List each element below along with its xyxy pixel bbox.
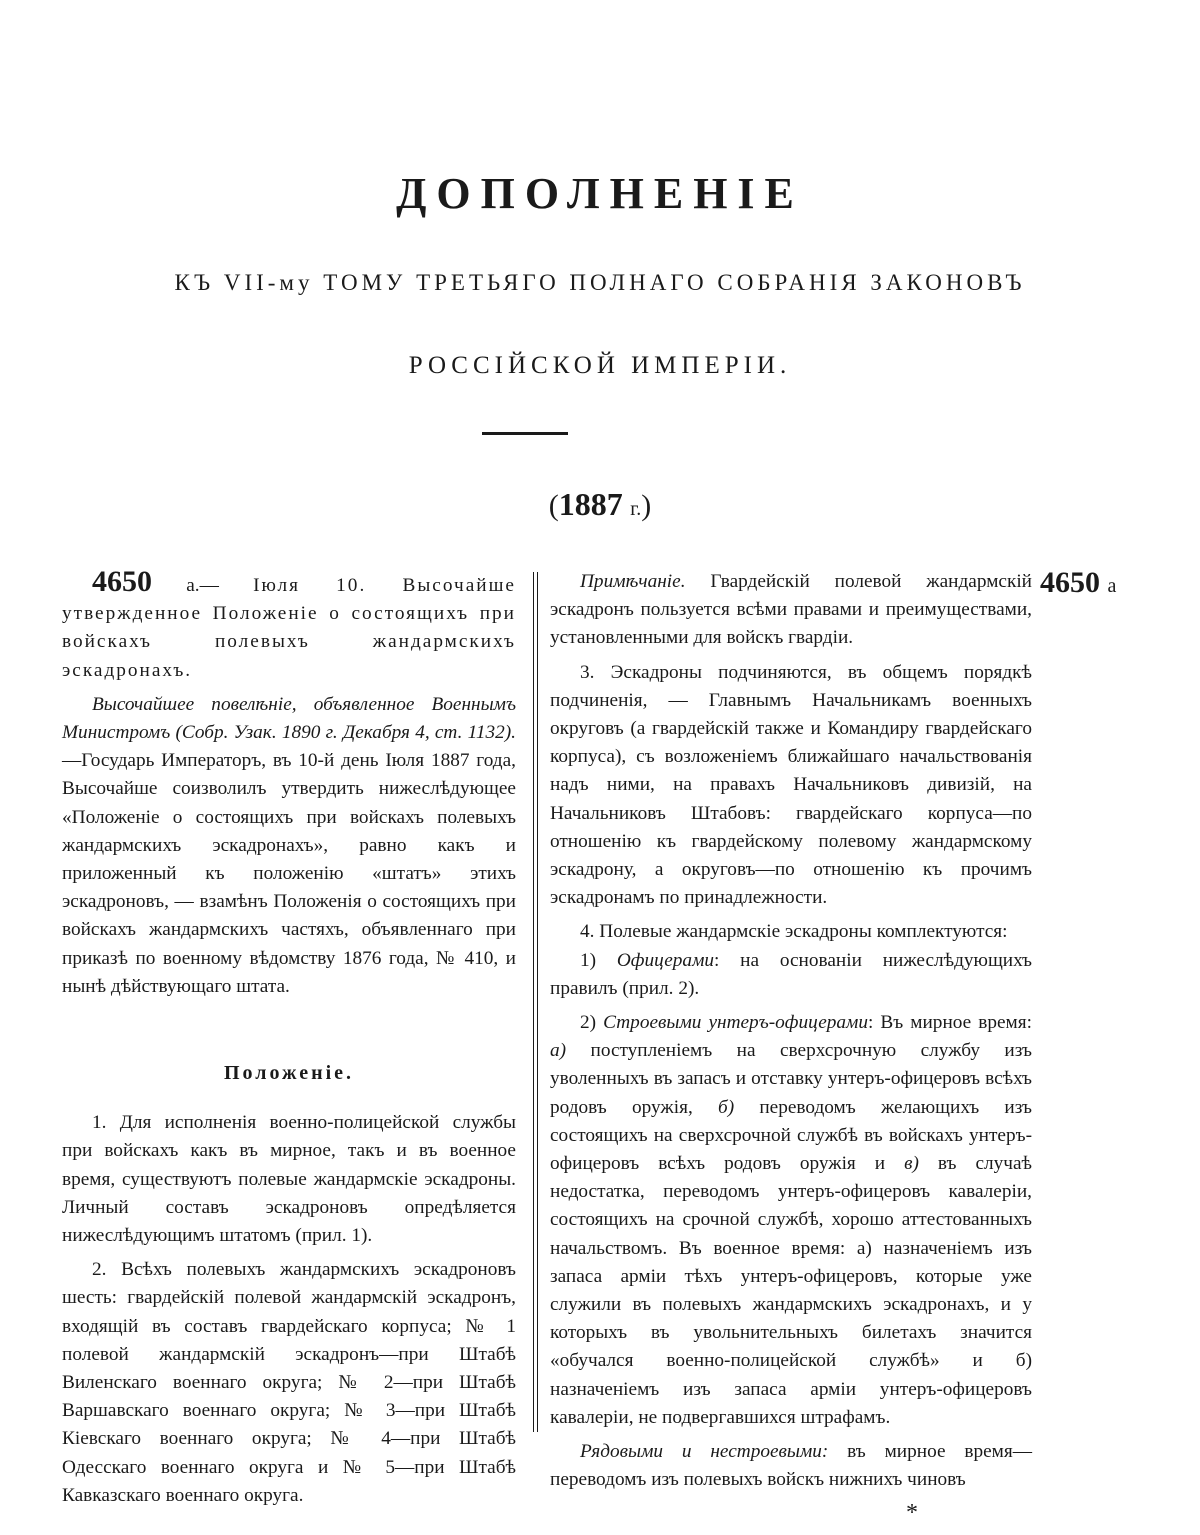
item-1-label: Офицерами [616, 949, 715, 971]
item-2-marker-b: б) [718, 1096, 735, 1118]
paragraph-4-2 [550, 1009, 1032, 1432]
act-intro-italic: Высочайшее повелѣніе, объявленное Военнымъ Министромъ (Собр. Узак. 1890 г. Декабря 4, ст. 1132). [62, 693, 516, 744]
paragraph-1: 1. Для исполненія военно-полицейской службы при войскахъ какъ въ мирное, такъ и въ военное время, существуютъ полевые жандармскіе эскадроны. Личный составъ эскадроновъ опредѣляется нижеслѣдующимъ штатомъ (прил. 1). [62, 1112, 516, 1247]
item-2-marker-c: в) [904, 1153, 919, 1175]
act-header [62, 565, 516, 685]
section-heading: Положеніе. [223, 1062, 355, 1085]
item-3-label: Рядовыми и нестроевыми: [580, 1441, 829, 1463]
column-divider [533, 572, 538, 1432]
note-text: Гвардейскій полевой жандармскій эскадронъ пользуется всѣми правами и преимуществами, установленными для войскъ гвардіи. [550, 571, 1033, 649]
paragraph-2: 2. Всѣхъ полевыхъ жандармскихъ эскадроновъ шесть: гвардейскій полевой жандармскій эскадронъ, входящій въ составъ гвардейскаго корпуса; № 1 полевой жандармскій эскадронъ—при Штабѣ Виленскаго военнаго округа; № 2—при Штабѣ Варшавскаго военнаго округа; № 3—при Штабѣ Кіевскаго военнаго округа; № 4—при Штабѣ Одесскаго военнаго округа и № 5—при Штабѣ Кавказскаго военнаго округа. [62, 1259, 516, 1506]
margin-act-number [1040, 566, 1116, 600]
item-2-text-a: : Въ мирное время: [868, 1012, 1032, 1034]
item-2-label: Строевыми унтеръ-офицерами [603, 1012, 868, 1034]
act-title: Іюля 10. Высочайше утвержденное Положеніе о состоящихъ при войскахъ полевыхъ жандармскихъ эскадронахъ. [62, 575, 516, 681]
act-number: 4650 [92, 565, 152, 598]
page-title: ДОПОЛНЕНІЕ [396, 169, 804, 218]
right-column [550, 568, 1032, 1495]
item-1-text: : на основаніи нижеслѣдующихъ правилъ (прил. 2). [550, 949, 1032, 999]
item-3-text: въ мирное время—переводомъ изъ полевыхъ войскъ нижнихъ чиновъ [550, 1441, 1032, 1491]
act-intro-text: —Государь Императоръ, въ 10-й день Іюля 1887 года, Высочайше соизволилъ утвердить нижеслѣдующее «Положеніе о состоящихъ при войскахъ полевыхъ жандармскихъ эскадронахъ», равно какъ и приложенный къ положенію «штатъ» этихъ эскадроновъ, — взамѣнъ Положенія о состоящихъ при войскахъ жандармскихъ частяхъ, объявленнаго при приказѣ по военному вѣдомству 1876 года, № 410, и нынѣ дѣйствующаго штата. [62, 750, 516, 997]
year-suffix: г. [630, 498, 642, 520]
paragraph-4-1 [550, 947, 1032, 1003]
paragraph-4: 4. Полевые жандармскіе эскадроны комплектуются: [580, 921, 1008, 943]
paragraph-4-3 [550, 1438, 1032, 1494]
item-2-text-d: въ случаѣ недостатка, переводомъ унтеръ-офицеровъ кавалеріи, состоящихъ на срочной службѣ, хорошо аттестованныхъ начальствомъ. Въ военное время: а) назначеніемъ изъ запаса арміи тѣхъ унтеръ-офицеровъ, которые уже служили въ полевыхъ жандармскихъ эскадронахъ, и у которыхъ въ увольнительныхъ билетахъ значится «обучался военно-полицейской службѣ» и б) назначеніемъ изъ запаса арміи унтеръ-офицеровъ кавалеріи, не подвергавшихся штрафамъ. [550, 1153, 1033, 1428]
item-2-text-b: поступленіемъ на сверхсрочную службу изъ уволенныхъ въ запасъ и отставку унтеръ-офицеровъ всѣхъ родовъ оружія, [550, 1040, 1032, 1118]
item-1-prefix: 1) [580, 949, 597, 971]
note-label: Примѣчаніе. [580, 571, 686, 592]
item-2-text-c: переводомъ желающихъ изъ состоящихъ на сверхсрочной службѣ въ войскахъ унтеръ-офицеровъ всѣхъ родовъ оружія и [550, 1096, 1032, 1175]
year-number: 1887 [558, 486, 623, 522]
note-paragraph [550, 568, 1032, 653]
act-suffix: а.— [186, 575, 219, 596]
margin-number: 4650 [1040, 566, 1100, 599]
item-2-prefix: 2) [580, 1012, 597, 1034]
year-heading: (1887 г.) [548, 486, 652, 522]
paragraph-3: 3. Эскадроны подчиняются, въ общемъ порядкѣ подчиненія, — Главнымъ Начальникамъ военныхъ округовъ (а гвардейскій также и Командиру гвардейскаго корпуса), съ возложеніемъ ближайшаго начальствованія надъ ними, на правахъ Начальниковъ дивизій, на Начальниковъ Штабовъ: гвардейскаго корпуса—по отношенію къ гвардейскому полевому жандармскому эскадрону, а округовъ—по отношенію къ прочимъ эскадронамъ по принадлежности. [550, 661, 1032, 909]
act-intro [62, 691, 516, 1001]
subtitle-line-2: РОССІЙСКОЙ ИМПЕРІИ. [408, 352, 792, 379]
left-column [62, 565, 516, 1510]
item-2-marker-a: а) [550, 1040, 567, 1062]
margin-suffix: а [1107, 575, 1117, 597]
footer-asterisk: * [906, 1500, 918, 1526]
title-rule [482, 432, 568, 435]
subtitle-line-1: КЪ VII-му ТОМУ ТРЕТЬЯГО ПОЛНАГО СОБРАНІЯ ЗАКОНОВЪ [174, 270, 1026, 295]
